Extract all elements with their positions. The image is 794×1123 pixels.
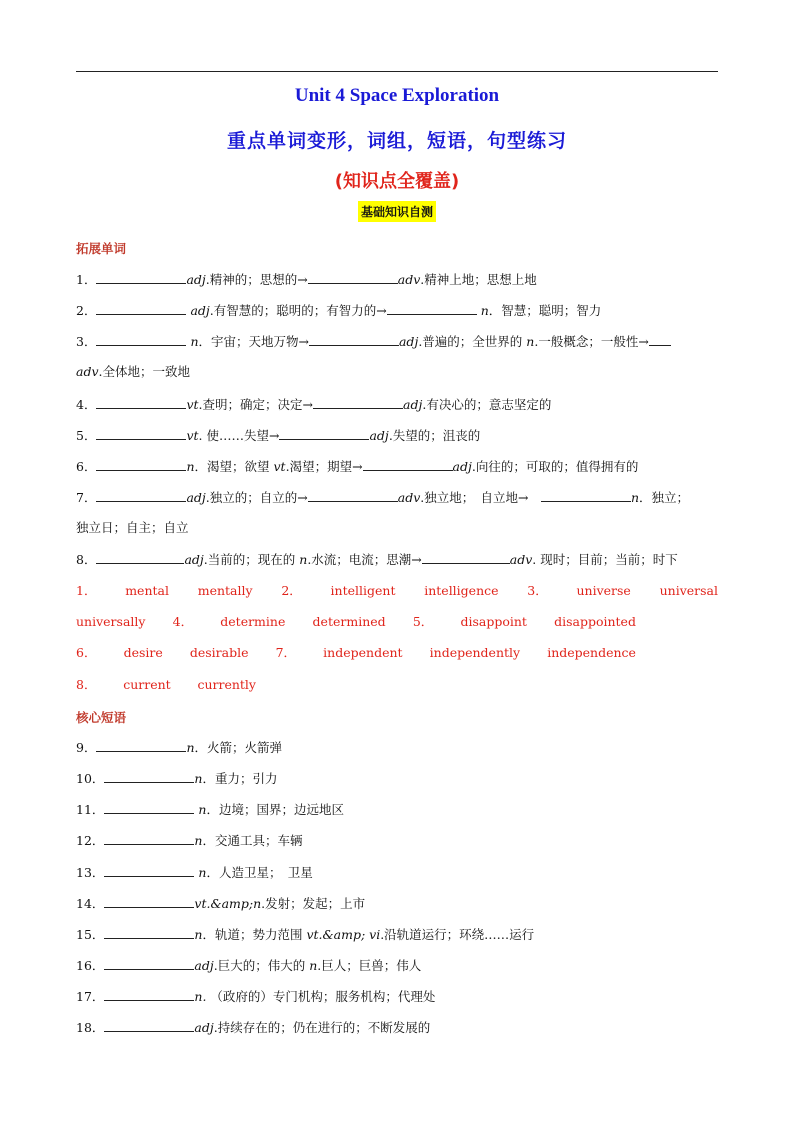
page-subtitle-coverage: (知识点全覆盖) (334, 171, 460, 192)
answer-blank[interactable] (96, 302, 186, 315)
answer-blank[interactable] (104, 926, 194, 939)
exercise-line-15: 15． n．轨道；势力范围 vt.&amp; vi.沿轨道运行；环绕……运行 (76, 927, 535, 942)
exercise-line-2: 2． adj.有智慧的；聪明的；有智力的→ n．智慧；聪明；智力 (76, 303, 602, 318)
exercise-line-1: 1． adj.精神的；思想的→ adv.精神上地；思想上地 (76, 272, 537, 287)
exercise-line-4: 4． vt.查明；确定；决定→ adj.有决心的；意志坚定的 (76, 397, 552, 412)
exercise-line-5: 5． vt. 使……失望→ adj.失望的；沮丧的 (76, 428, 481, 443)
answer-blank[interactable] (96, 489, 186, 502)
exercise-line-7: 7． adj.独立的；自立的→ adv.独立地； 自立地→ n．独立； (76, 490, 690, 505)
answer-blank[interactable] (308, 489, 398, 502)
exercise-line-11: 11． n．边境；国界；边远地区 (76, 802, 344, 817)
exercise-line-3-cont: adv.全体地；一致地 (76, 364, 191, 379)
exercise-line-7-cont: 独立日；自主；自立 (76, 520, 189, 535)
exercise-line-6: 6． n．渴望；欲望 vt.渴望；期望→ adj.向往的；可取的；值得拥有的 (76, 459, 639, 474)
answer-blank[interactable] (96, 739, 186, 752)
answer-blank[interactable] (104, 770, 194, 783)
page-subtitle: 重点单词变形，词组，短语，句型练习 (226, 130, 567, 152)
answer-blank[interactable] (104, 957, 194, 970)
answer-blank[interactable] (387, 302, 477, 315)
answer-blank[interactable] (363, 458, 453, 471)
answer-blank[interactable] (104, 801, 194, 814)
answer-key-row: universally 4． determine determined 5． disappoint disappointed (76, 614, 636, 629)
answer-blank[interactable] (96, 271, 186, 284)
answer-blank[interactable] (96, 551, 184, 564)
exercise-line-8: 8． adj.当前的；现在的 n.水流；电流；思潮→ adv. 现时；目前；当前；时下 (76, 552, 678, 567)
exercise-line-17: 17． n. （政府的）专门机构；服务机构；代理处 (76, 989, 436, 1004)
answer-blank[interactable] (104, 895, 194, 908)
answer-key-row: 1． mental mentally 2． intelligent intelligence 3． universe universal (76, 583, 718, 598)
exercise-line-16: 16． adj.巨大的；伟大的 n.巨人；巨兽；伟人 (76, 958, 422, 973)
answer-blank[interactable] (104, 864, 194, 877)
exercise-line-3: 3． n．宇宙；天地万物→ adj.普遍的；全世界的 n.一般概念；一般性→ (76, 333, 718, 350)
exercise-line-9: 9． n．火箭；火箭弹 (76, 740, 283, 755)
exercise-line-18: 18． adj.持续存在的；仍在进行的；不断发展的 (76, 1020, 431, 1035)
answer-blank[interactable] (104, 988, 194, 1001)
answer-blank[interactable] (96, 333, 186, 346)
exercise-line-13: 13． n．人造卫星； 卫星 (76, 865, 313, 880)
self-test-badge: 基础知识自测 (358, 201, 436, 222)
answer-blank[interactable] (313, 396, 403, 409)
page-title: Unit 4 Space Exploration (294, 85, 500, 106)
answer-key-row: 6． desire desirable 7． independent independently independence (76, 645, 636, 660)
exercise-line-12: 12． n．交通工具；车辆 (76, 833, 303, 848)
answer-key-row: 8． current currently (76, 677, 256, 692)
section-heading-phrases: 核心短语 (76, 710, 127, 725)
exercise-line-10: 10． n．重力；引力 (76, 771, 278, 786)
answer-blank[interactable] (279, 427, 369, 440)
answer-blank[interactable] (649, 333, 671, 346)
answer-blank[interactable] (308, 271, 398, 284)
answer-blank[interactable] (96, 396, 186, 409)
answer-blank[interactable] (104, 832, 194, 845)
answer-blank[interactable] (309, 333, 399, 346)
header-rule (76, 71, 718, 72)
answer-blank[interactable] (104, 1019, 194, 1032)
section-heading-words: 拓展单词 (76, 241, 127, 256)
exercise-line-14: 14． vt.&amp;n.发射；发起；上市 (76, 896, 366, 911)
answer-blank[interactable] (422, 551, 510, 564)
answer-blank[interactable] (96, 427, 186, 440)
answer-blank[interactable] (96, 458, 186, 471)
answer-blank[interactable] (541, 489, 631, 502)
